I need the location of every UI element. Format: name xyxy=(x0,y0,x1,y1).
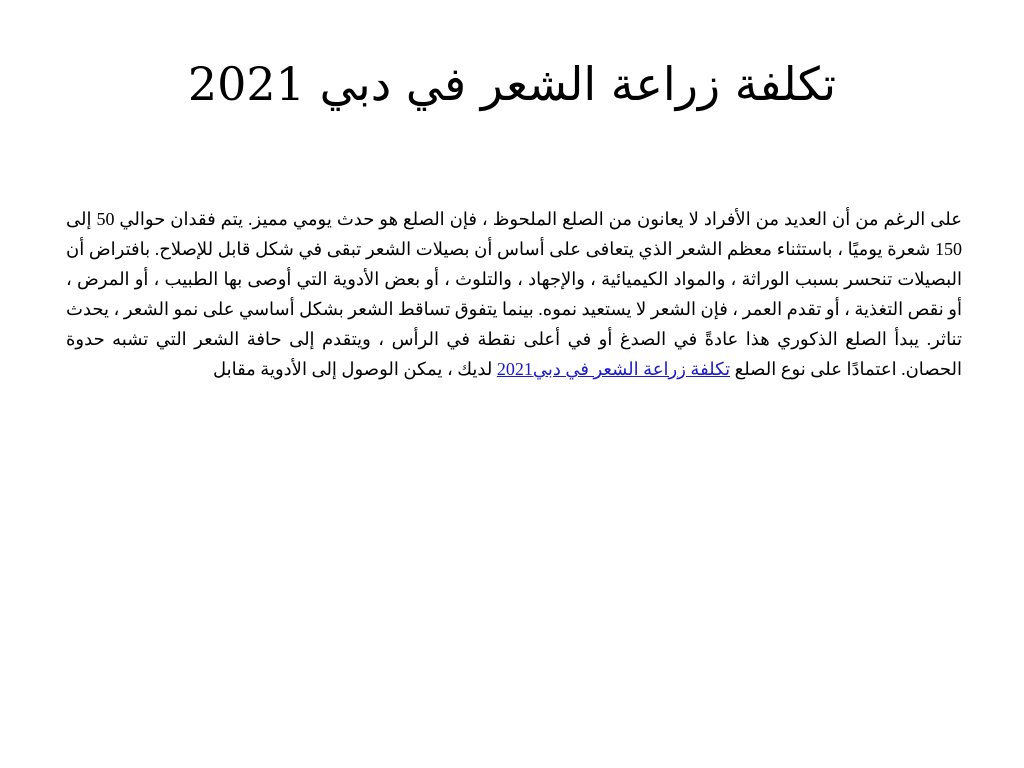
paragraph-tail: لديك ، يمكن الوصول إلى الأدوية مقابل xyxy=(212,359,497,379)
body-paragraph xyxy=(66,204,962,384)
paragraph-text: على الرغم من أن العديد من الأفراد لا يعانون من الصلع الملحوظ ، فإن الصلع هو حدث يومي مميز. يتم فقدان حوالي 50 إلى 150 شعرة يوميًا ، باستثناء معظم الشعر الذي يتعافى على أساس أن بصيلات الشعر تبقى في شكل قابل للإصلاح. بافتراض أن البصيلات تنحسر بسبب الوراثة ، والمواد الكيميائية ، والإجهاد ، والتلوث ، أو بعض الأدوية التي أوصى بها الطبيب ، أو المرض ، أو نقص التغذية ، أو تقدم العمر ، فإن الشعر لا يستعيد نموه. بينما يتفوق تساقط الشعر بشكل أساسي على نمو الشعر ، يحدث تناثر. يبدأ الصلع الذكوري هذا عادةً في الصدغ أو في أعلى نقطة في الرأس ، ويتقدم إلى حافة الشعر التي تشبه حدوة الحصان. اعتمادًا على نوع الصلع xyxy=(66,209,962,379)
slide-title: تكلفة زراعة الشعر في دبي 2021 xyxy=(187,57,837,111)
hair-transplant-cost-link[interactable]: تكلفة زراعة الشعر في دبي2021 xyxy=(496,359,731,379)
